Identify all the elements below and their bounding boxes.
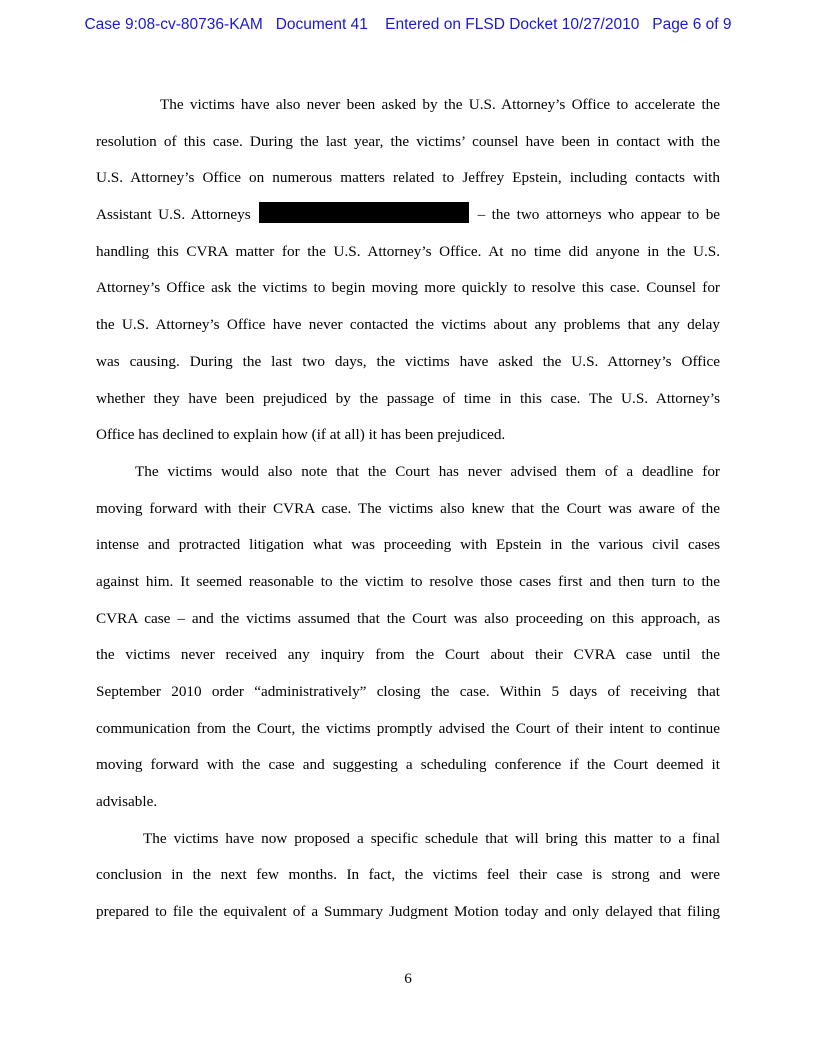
text-line: Attorney’s Office ask the victims to begin moving more quickly to resolve this case. Counsel for — [96, 279, 720, 297]
text-line: the victims never received any inquiry from the Court about their CVRA case until the — [96, 646, 720, 664]
text-line: was causing. During the last two days, the victims have asked the U.S. Attorney’s Office — [96, 352, 720, 370]
text-line: resolution of this case. During the last year, the victims’ counsel have been in contact with the — [96, 132, 720, 150]
text-line: advisable. — [96, 793, 158, 811]
text-line: The victims would also note that the Court has never advised them of a deadline for — [135, 462, 720, 480]
text-line: moving forward with the case and suggesting a scheduling conference if the Court deemed it — [96, 756, 720, 774]
text-line: communication from the Court, the victims promptly advised the Court of their intent to continue — [96, 719, 720, 737]
text-line: September 2010 order “administratively” closing the case. Within 5 days of receiving that — [96, 683, 720, 700]
document-body — [96, 87, 720, 931]
text-line: the U.S. Attorney’s Office have never contacted the victims about any problems that any delay — [96, 316, 720, 334]
redaction-block — [259, 202, 469, 223]
text-line-with-redaction — [96, 197, 720, 234]
page-number: 6 — [404, 970, 412, 987]
text-fragment: Assistant U.S. Attorneys — [96, 206, 251, 224]
text-line: U.S. Attorney’s Office on numerous matters related to Jeffrey Epstein, including contacts with — [96, 169, 720, 187]
text-line: handling this CVRA matter for the U.S. Attorney’s Office. At no time did anyone in the U.S. — [96, 242, 720, 260]
docket-header: Case 9:08-cv-80736-KAM Document 41 Entered on FLSD Docket 10/27/2010 Page 6 of 9 — [84, 16, 732, 33]
text-line: The victims have now proposed a specific schedule that will bring this matter to a final — [143, 829, 720, 847]
text-line: intense and protracted litigation what was proceeding with Epstein in the various civil cases — [96, 536, 720, 554]
text-line: The victims have also never been asked by the U.S. Attorney’s Office to accelerate the — [160, 96, 720, 113]
text-line: prepared to file the equivalent of a Summary Judgment Motion today and only delayed that filing — [96, 903, 720, 921]
text-line: moving forward with their CVRA case. The victims also knew that the Court was aware of the — [96, 499, 720, 517]
text-line: Office has declined to explain how (if at all) it has been prejudiced. — [96, 426, 506, 444]
text-line: CVRA case – and the victims assumed that the Court was also proceeding on this approach, as — [96, 609, 720, 627]
text-line: conclusion in the next few months. In fact, the victims feel their case is strong and were — [96, 866, 720, 884]
text-line: against him. It seemed reasonable to the victim to resolve those cases first and then turn to the — [96, 572, 720, 590]
text-line: whether they have been prejudiced by the passage of time in this case. The U.S. Attorney’s — [96, 389, 720, 407]
text-fragment: – the two attorneys who appear to be — [477, 206, 721, 224]
